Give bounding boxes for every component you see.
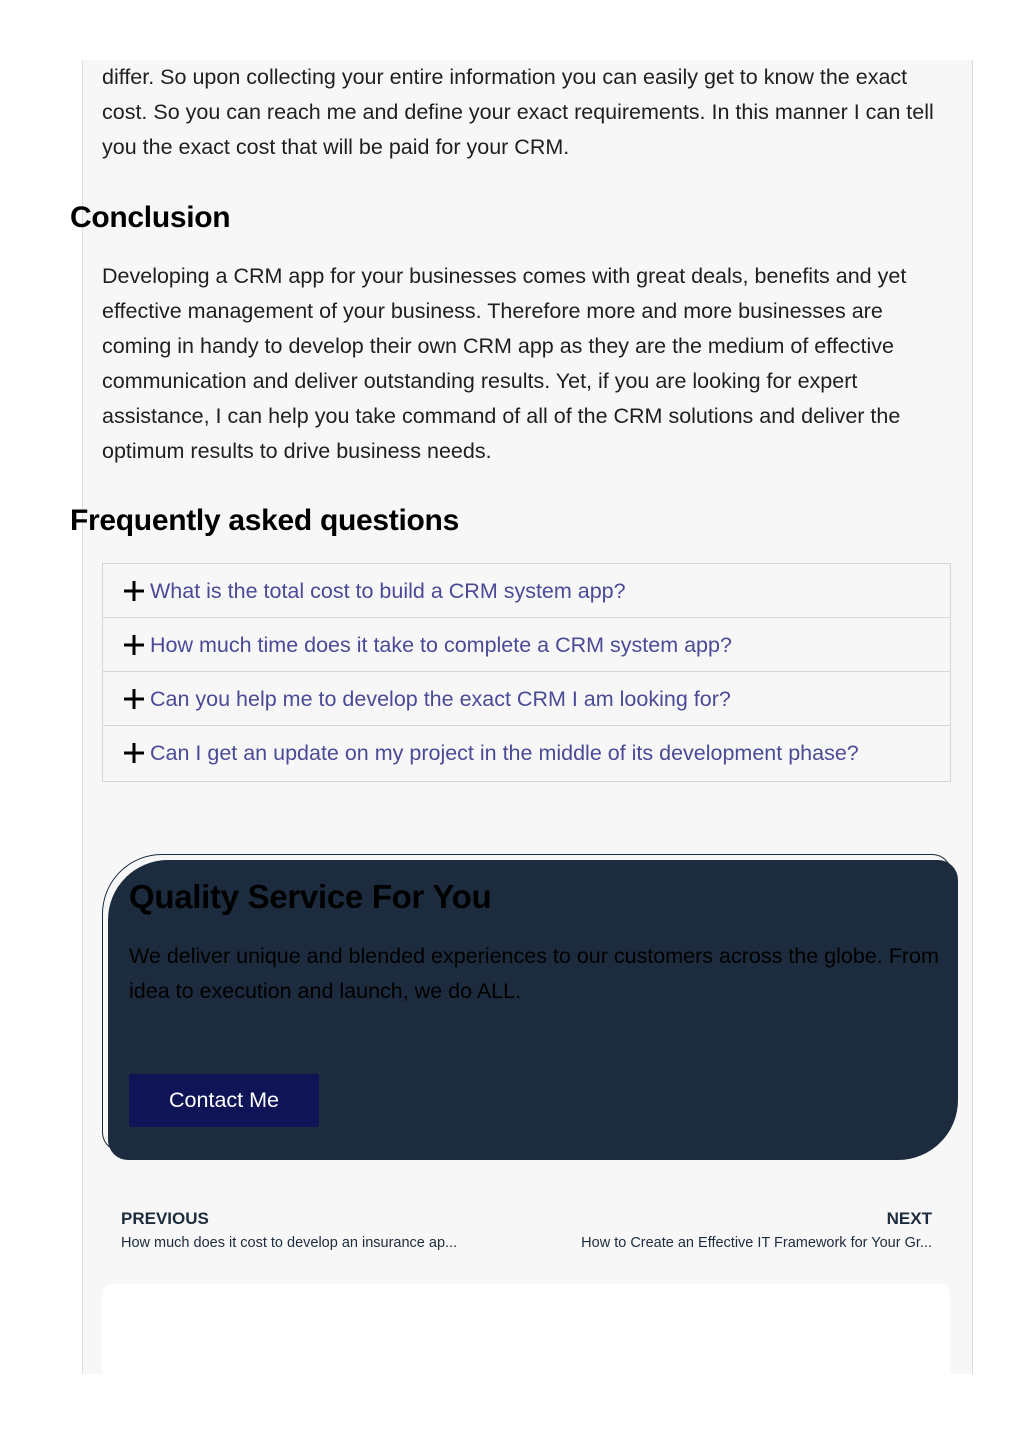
conclusion-heading: Conclusion — [70, 201, 231, 234]
page-footer-blank — [0, 1374, 1024, 1449]
faq-item[interactable] — [103, 617, 950, 671]
conclusion-paragraph: Developing a CRM app for your businesses comes with great deals, benefits and yet effective management of your business. Therefore more and more businesses are coming in handy to develop their own CRM app as they are the medium of effective communication and deliver outstanding results. Yet, if you are looking for expert assistance, I can help you take command of all of the CRM solutions and deliver the optimum results to drive business needs. — [102, 264, 907, 463]
plus-icon — [123, 742, 145, 764]
faq-question: Can you help me to develop the exact CRM I am looking for? — [150, 687, 731, 711]
faq-accordion — [102, 563, 951, 782]
faq-item[interactable] — [103, 564, 950, 617]
previous-post-link[interactable] — [121, 1208, 457, 1256]
faq-item[interactable] — [103, 671, 950, 725]
faq-heading: Frequently asked questions — [70, 504, 459, 537]
pricing-paragraph: differ. So upon collecting your entire information you can easily get to know the exact cost. So you can reach me and define your exact requirements. In this manner I can tell you the exact cost that will be paid for your CRM. — [102, 65, 934, 159]
cta-title: Quality Service For You — [129, 878, 492, 915]
faq-question: How much time does it take to complete a CRM system app? — [150, 633, 732, 657]
previous-label: PREVIOUS — [121, 1209, 209, 1228]
plus-icon — [123, 688, 145, 710]
previous-post-title: How much does it cost to develop an insurance ap... — [121, 1235, 458, 1251]
cta-text: We deliver unique and blended experiences to our customers across the globe. From idea to execution and launch, we do ALL. — [129, 944, 939, 1003]
plus-icon — [123, 580, 145, 602]
next-label: NEXT — [886, 1209, 932, 1228]
comment-card — [102, 1284, 950, 1384]
contact-me-button[interactable]: Contact Me — [129, 1074, 319, 1127]
next-post-title: How to Create an Effective IT Framework for Your Gr... — [581, 1235, 932, 1251]
plus-icon — [123, 634, 145, 656]
faq-item[interactable] — [103, 725, 950, 781]
faq-question: Can I get an update on my project in the middle of its development phase? — [150, 741, 859, 765]
faq-question: What is the total cost to build a CRM system app? — [150, 579, 626, 603]
next-post-link[interactable] — [581, 1208, 932, 1256]
